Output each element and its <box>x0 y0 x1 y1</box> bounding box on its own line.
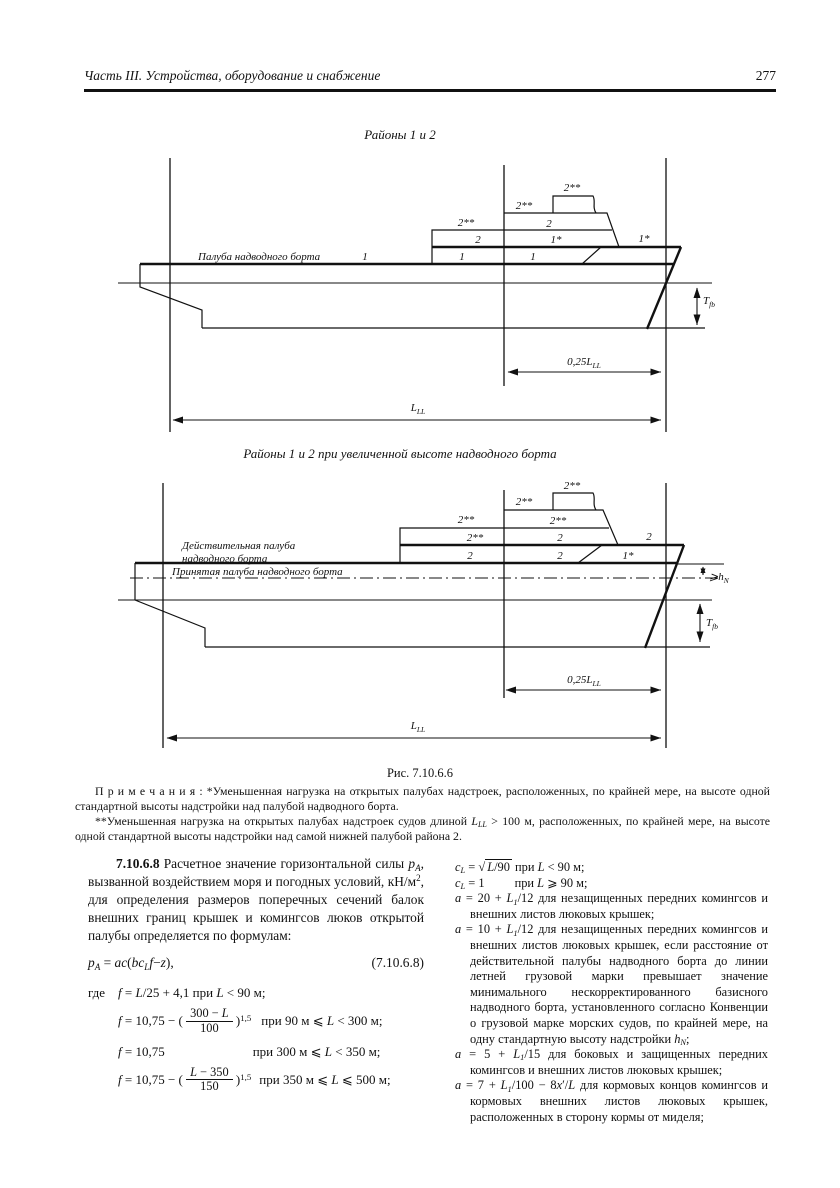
formula-f-3-body: f = 10,75 при 300 м ⩽ L < 350 м; <box>118 1043 381 1059</box>
formula-f-1-body: f = L/25 + 4,1 при L < 90 м; <box>118 985 266 1000</box>
equation-number: (7.10.6.8) <box>371 955 424 970</box>
figure-7-10-6-6 <box>0 120 840 780</box>
note-1: П р и м е ч а н и я : *Уменьшенная нагрузка на открытых палубах надстроек, расположенных, по крайней мере, на высоте одной стандартной высоты надстройки над палубой надводного борта. <box>75 784 770 813</box>
region-2-label: 2 <box>467 550 473 562</box>
figure-notes <box>75 784 770 844</box>
region-2starstar-label: 2** <box>549 515 567 527</box>
diagram1-lines <box>118 158 712 432</box>
region-1-label: 1 <box>459 251 465 263</box>
region-1star-label: 1* <box>622 550 634 562</box>
formula-f-4 <box>88 1064 424 1096</box>
region-2-label: 2 <box>475 234 481 246</box>
formula-cl-1: $c_L$ = √ L/90 при L < 90 м; <box>455 860 585 876</box>
region-1star-label: 1* <box>550 234 562 246</box>
region-2starstar-label: 2** <box>515 200 533 212</box>
region-2-label: 2 <box>557 532 563 544</box>
region-2starstar-label: 2** <box>457 514 475 526</box>
diagram2-title: Районы 1 и 2 при увеличенной высоте надводного борта <box>243 446 557 461</box>
where-block <box>88 984 424 1095</box>
definition-a-2: $a = 10 + L_1/12$ для незащищенных передних комингсов и внешних листов люковых крышек, если расстояние от действительной палубы надводного борта до линии летней грузовой марки превышает значение минимального нескорректированного базисного надводного борта, установленного согласно Конвенции о грузовой марке морских судов, по крайней мере, на одну стандартную высоту надстройки $h_N$; <box>455 922 768 1047</box>
where-label: где <box>88 985 106 1000</box>
diagram2-lines <box>118 483 724 748</box>
region-2-label: 2 <box>646 531 652 543</box>
dim-tfb-label: $T_{fb}$ <box>703 295 715 309</box>
note-2: **Уменьшенная нагрузка на открытых палубах надстроек судов длиной $L_{LL} > 100$ м, расположенных, по крайней мере, на высоте одной стандартной высоты надстройки над самой нижней палубой района 2. <box>75 814 770 843</box>
dim-lll-label: $L_{LL}$ <box>410 402 426 416</box>
diagram1-title: Районы 1 и 2 <box>364 127 436 142</box>
paragraph-7-10-6-8: 7.10.6.8 Расчетное значение горизонтальной силы $p_A$, вызванной воздействием моря и погодных условий, $кН/м^2$, для определения размеров поперечных сечений балок внешних границ крышек и комингсов люков открытой палубы определяется по формулам: <box>88 856 424 943</box>
formula-f-1 <box>88 984 424 1002</box>
dim-lll-label: $L_{LL}$ <box>410 720 426 734</box>
region-2starstar-label: 2** <box>563 182 581 194</box>
header-rule <box>84 90 776 92</box>
region-2-label: 2 <box>546 218 552 230</box>
region-2starstar-label: 2** <box>563 480 581 492</box>
formula-f-2 <box>88 1008 424 1037</box>
freeboard-deck-label: Палуба надводного борта <box>198 251 321 263</box>
dim-025lll-label: $0,25L_{LL}$ <box>567 356 601 370</box>
region-2starstar-label: 2** <box>515 496 533 508</box>
page-number: 277 <box>755 68 776 83</box>
region-2starstar-label: 2** <box>466 532 484 544</box>
actual-deck-label-line2: надводного борта <box>182 553 268 565</box>
region-1star-label: 1* <box>638 233 650 245</box>
formula-f-2-body: f = 10,75 − ( $\frac{300 - L}{100}$ )$^{1,5}$ при 90 м ⩽ L < 300 м; <box>118 1006 383 1035</box>
diagram2-labels <box>171 446 730 734</box>
equation-7-10-6-8 <box>88 954 424 972</box>
diagram1-labels <box>197 127 715 416</box>
formula-f-4-body: f = 10,75 − ( $\frac{L - 350}{150}$ )$^{1,5}$ при 350 м ⩽ L ⩽ 500 м; <box>118 1064 391 1094</box>
region-1-label: 1 <box>530 251 536 263</box>
figure-caption: Рис. 7.10.6.6 <box>386 766 454 780</box>
dim-025lll-label: $0,25L_{LL}$ <box>567 674 601 688</box>
equation-body: $p_A = ac(bc_Lf-z)$, <box>88 955 174 972</box>
definition-a-3: $a = 5 + L_1/15$ для боковых и защищенных передних комингсов и внешних листов люковых крышек; <box>455 1047 768 1077</box>
page-header <box>84 68 776 90</box>
region-1-label: 1 <box>362 251 368 263</box>
dim-hn-label: $⩾h_N$ <box>709 571 729 585</box>
right-column <box>455 860 768 1125</box>
region-2starstar-label: 2** <box>457 217 475 229</box>
definition-a-4: $a = 7 + L_1/100 - 8x'/L$ для кормовых концов комингсов и кормовых внешних листов люковых крышек, расположенных в сторону кормы от миделя; <box>455 1078 769 1124</box>
formula-cl-2: $c_L = 1$ при L ⩾ 90 м; <box>455 875 588 891</box>
formula-f-3 <box>88 1043 424 1061</box>
chapter-title: Часть III. Устройства, оборудование и снабжение <box>84 68 381 83</box>
region-2-label: 2 <box>557 550 563 562</box>
left-column <box>88 855 424 1095</box>
assumed-deck-label: Принятая палуба надводного борта <box>172 566 343 578</box>
definition-a-1: $a = 20 + L_1/12$ для незащищенных передних комингсов и внешних листов люковых крышек; <box>455 891 768 921</box>
dim-tfb-label: $T_{fb}$ <box>706 617 718 631</box>
actual-deck-label-line1: Действительная палуба <box>182 540 296 552</box>
